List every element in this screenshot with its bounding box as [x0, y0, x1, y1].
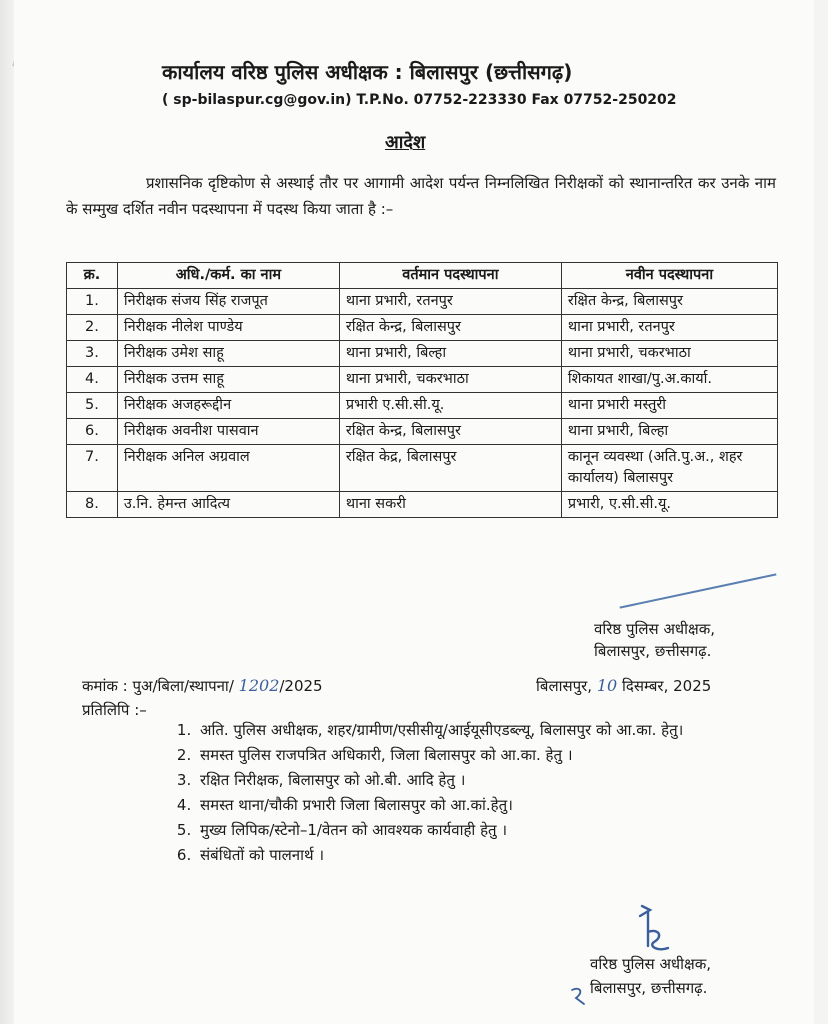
serial-cell: 4.	[67, 367, 118, 393]
name-cell: निरीक्षक अजहरूद्दीन	[117, 393, 339, 419]
serial-cell: 8.	[67, 492, 118, 518]
list-item: 1. अति. पुलिस अधीक्षक, शहर/ग्रामीण/एसीसीयू/आईयूसीएडब्ल्यू, बिलासपुर को आ.का. हेतु।	[196, 718, 796, 742]
name-cell: निरीक्षक नीलेश पाण्डेय	[117, 315, 339, 341]
current-posting-cell: रक्षित केन्द्र, बिलासपुर	[339, 419, 561, 445]
table-row	[67, 315, 778, 341]
date-month-year: दिसम्बर, 2025	[622, 677, 712, 695]
serial-cell: 2.	[67, 315, 118, 341]
name-cell: उ.नि. हेमन्त आदित्य	[117, 492, 339, 518]
handwritten-signature	[628, 902, 688, 958]
signatory-place: बिलासपुर, छत्तीसगढ़.	[590, 979, 708, 997]
name-cell: निरीक्षक अवनीश पासवान	[117, 419, 339, 445]
handwritten-reference-number: 1202	[238, 676, 280, 695]
new-posting-cell: थाना प्रभारी, रतनपुर	[561, 315, 777, 341]
new-posting-cell: कानून व्यवस्था (अति.पु.अ., शहर कार्यालय) बिलासपुर	[561, 445, 777, 492]
copy-to-list	[172, 718, 796, 868]
issue-date	[536, 676, 711, 696]
current-posting-cell: रक्षित केद्र, बिलासपुर	[339, 445, 561, 492]
reference-year: /2025	[279, 677, 323, 695]
list-item: 2. समस्त पुलिस राजपत्रित अधिकारी, जिला बिलासपुर को आ.का. हेतु ।	[196, 743, 796, 767]
signature-block-top	[594, 618, 715, 662]
current-posting-cell: रक्षित केन्द्र, बिलासपुर	[339, 315, 561, 341]
handwritten-day: 10	[596, 676, 618, 695]
signatory-designation: वरिष्ठ पुलिस अधीक्षक,	[594, 620, 716, 638]
name-cell: निरीक्षक अनिल अग्रवाल	[117, 445, 339, 492]
table-row	[67, 445, 778, 492]
copy-to-label: प्रतिलिपि :–	[82, 701, 147, 719]
table-row	[67, 492, 778, 518]
name-cell: निरीक्षक उमेश साहू	[117, 341, 339, 367]
reference-prefix: कमांक : पुअ/बिला/स्थापना/	[82, 677, 234, 695]
column-header-name: अधि./कर्म. का नाम	[117, 263, 339, 289]
new-posting-cell: रक्षित केन्द्र, बिलासपुर	[561, 289, 777, 315]
current-posting-cell: थाना प्रभारी, रतनपुर	[339, 289, 561, 315]
new-posting-cell: थाना प्रभारी मस्तुरी	[561, 393, 777, 419]
column-header-new-posting: नवीन पदस्थापना	[561, 263, 777, 289]
date-place: बिलासपुर,	[536, 677, 593, 695]
new-posting-cell: शिकायत शाखा/पु.अ.कार्या.	[561, 367, 777, 393]
new-posting-cell: थाना प्रभारी, चकरभाठा	[561, 341, 777, 367]
reference-number	[82, 676, 323, 696]
serial-cell: 6.	[67, 419, 118, 445]
current-posting-cell: थाना प्रभारी, चकरभाठा	[339, 367, 561, 393]
column-header-current-posting: वर्तमान पदस्थापना	[339, 263, 561, 289]
table-row	[67, 289, 778, 315]
serial-cell: 5.	[67, 393, 118, 419]
list-item: 3. रक्षित निरीक्षक, बिलासपुर को ओ.बी. आदि हेतु ।	[196, 768, 796, 792]
list-item: 6. संबंधितों को पालनार्थ ।	[196, 843, 796, 867]
current-posting-cell: थाना सकरी	[339, 492, 561, 518]
office-title: कार्यालय वरिष्ठ पुलिस अधीक्षक : बिलासपुर (छत्तीसगढ़)	[162, 60, 573, 84]
table-row	[67, 393, 778, 419]
new-posting-cell: प्रभारी, ए.सी.सी.यू.	[561, 492, 777, 518]
name-cell: निरीक्षक उत्तम साहू	[117, 367, 339, 393]
table-header-row	[67, 263, 778, 289]
order-intro-paragraph: प्रशासनिक दृष्टिकोण से अस्थाई तौर पर आगामी आदेश पर्यन्त निम्नलिखित निरीक्षकों को स्थानान्तरित कर उनके नाम के सम्मुख दर्शित नवीन पदस्थापना में पदस्थ किया जाता है :–	[66, 174, 776, 218]
current-posting-cell: थाना प्रभारी, बिल्हा	[339, 341, 561, 367]
contact-line: ( sp-bilaspur.cg@gov.in) T.P.No. 07752-223330 Fax 07752-250202	[162, 92, 677, 108]
list-item: 5. मुख्य लिपिक/स्टेनो–1/वेतन को आवश्यक कार्यवाही हेतु ।	[196, 818, 796, 842]
order-heading: आदेश	[385, 132, 426, 153]
table-row	[67, 367, 778, 393]
serial-cell: 3.	[67, 341, 118, 367]
signature-block-bottom	[590, 952, 711, 1000]
current-posting-cell: प्रभारी ए.सी.सी.यू.	[339, 393, 561, 419]
name-cell: निरीक्षक संजय सिंह राजपूत	[117, 289, 339, 315]
serial-cell: 1.	[67, 289, 118, 315]
column-header-serial: क्र.	[67, 263, 118, 289]
signatory-designation: वरिष्ठ पुलिस अधीक्षक,	[590, 955, 712, 973]
new-posting-cell: थाना प्रभारी, बिल्हा	[561, 419, 777, 445]
signatory-place: बिलासपुर, छत्तीसगढ़.	[594, 642, 712, 660]
transfer-table	[66, 262, 778, 518]
serial-cell: 7.	[67, 445, 118, 492]
initial-scribble	[568, 984, 590, 1008]
list-item: 4. समस्त थाना/चौकी प्रभारी जिला बिलासपुर को आ.कां.हेतु।	[196, 793, 796, 817]
table-row	[67, 419, 778, 445]
table-row	[67, 341, 778, 367]
